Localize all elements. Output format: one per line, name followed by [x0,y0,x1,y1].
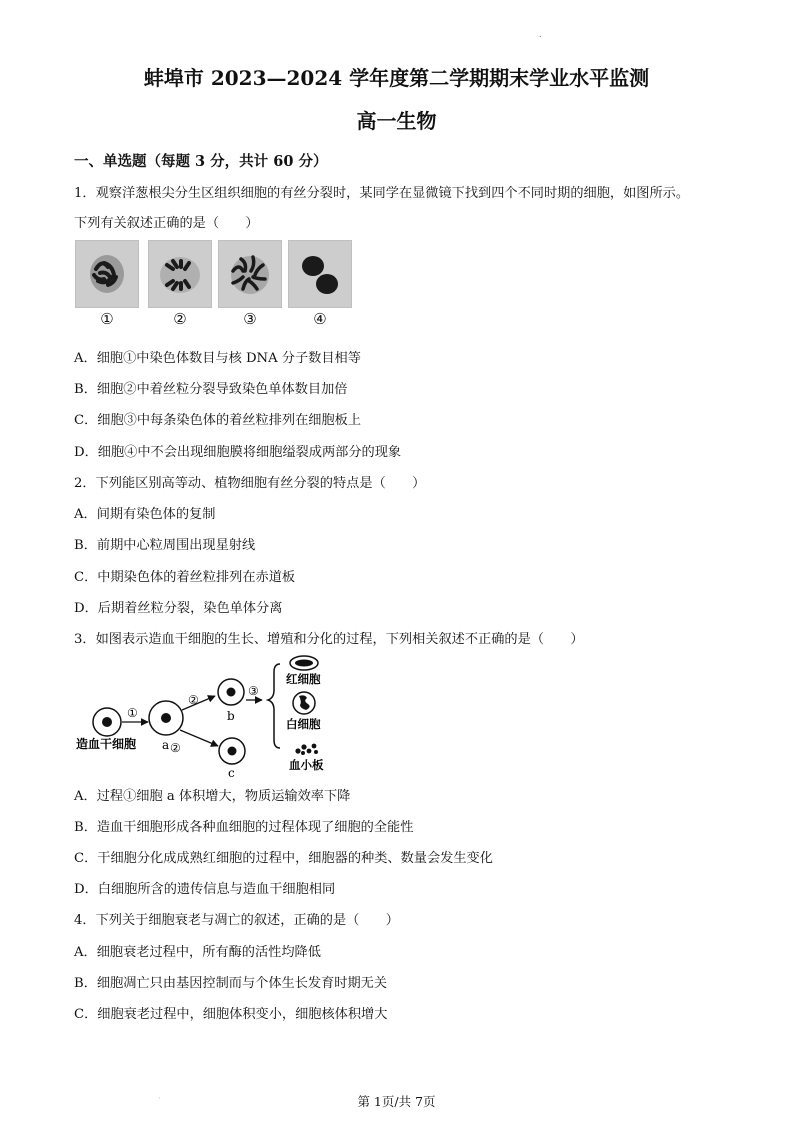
rbc-label: 红细胞 [286,672,321,686]
red-blood-cell [290,656,318,670]
stem-cell [93,708,121,736]
q2-option-b: B．前期中心粒周围出现星射线 [74,538,256,553]
q4-option-a: A．细胞衰老过程中，所有酶的活性均降低 [74,945,321,960]
image-label-3: ③ [243,310,257,328]
q3-option-d: D．白细胞所含的遗传信息与造血干细胞相同 [74,882,336,897]
stem-cell-label: 造血干细胞 [76,737,137,751]
q1-stem-line2: 下列有关叙述正确的是（ ） [74,216,259,231]
arrow-to-c [180,730,218,746]
platelet-label: 血小板 [289,758,324,772]
section-heading: 一、单选题（每题 3 分，共计 60 分） [74,153,328,170]
q1-option-c: C．细胞③中每条染色体的着丝粒排列在细胞板上 [74,413,362,428]
cell-a [149,701,183,735]
page-number: 第 1页/共 7页 [357,1094,436,1109]
step3-label: ③ [248,684,259,698]
cell-image-1 [75,240,139,308]
step1-label: ① [127,706,138,720]
q2-option-a: A．间期有染色体的复制 [74,507,216,522]
step2-label-b: ② [188,693,199,707]
corner-dot: . [539,30,542,39]
q4-option-b: B．细胞凋亡只由基因控制而与个体生长发育时期无关 [74,976,388,991]
q2-option-c: C．中期染色体的着丝粒排列在赤道板 [74,570,296,585]
cell-b [218,679,244,705]
hematopoiesis-diagram [70,652,340,780]
platelets [295,744,318,755]
cell-c [219,738,245,764]
q4-stem: 4．下列关于细胞衰老与凋亡的叙述，正确的是（ ） [74,913,399,928]
q2-option-d: D．后期着丝粒分裂，染色单体分离 [74,601,283,616]
step2-label-c: ② [170,741,181,755]
q1-option-a: A．细胞①中染色体数目与核 DNA 分子数目相等 [74,351,361,366]
q3-option-c: C．干细胞分化成成熟红细胞的过程中，细胞器的种类、数量会发生变化 [74,851,493,866]
wbc-label: 白细胞 [286,717,321,731]
q1-option-d: D．细胞④中不会出现细胞膜将细胞缢裂成两部分的现象 [74,445,402,460]
page-subtitle: 高一生物 [356,109,437,133]
page-title: 蚌埠市 2023—2024 学年度第二学期期末学业水平监测 [143,66,650,90]
image-label-4: ④ [313,310,327,328]
q1-stem-line1: 1．观察洋葱根尖分生区组织细胞的有丝分裂时，某同学在显微镜下找到四个不同时期的细胞，如图所示。 [74,186,690,201]
faint-mark: · [158,1094,161,1103]
q3-stem: 3．如图表示造血干细胞的生长、增殖和分化的过程，下列相关叙述不正确的是（ ） [74,632,584,647]
q4-option-c: C．细胞衰老过程中，细胞体积变小，细胞核体积增大 [74,1007,388,1022]
cell-a-label: a [162,738,170,752]
brace [268,664,280,748]
q3-option-a: A．过程①细胞 a 体积增大，物质运输效率下降 [74,789,351,804]
cell-image-2 [148,240,212,308]
cell-image-4 [288,240,352,308]
image-label-1: ① [100,310,114,328]
q3-option-b: B．造血干细胞形成各种血细胞的过程体现了细胞的全能性 [74,820,414,835]
q2-stem: 2．下列能区别高等动、植物细胞有丝分裂的特点是（ ） [74,476,426,491]
cell-b-label: b [227,709,235,723]
white-blood-cell [293,692,315,714]
cell-image-3 [218,240,282,308]
q1-option-b: B．细胞②中着丝粒分裂导致染色单体数目加倍 [74,382,348,397]
image-label-2: ② [173,310,187,328]
cell-c-label: c [228,766,235,780]
